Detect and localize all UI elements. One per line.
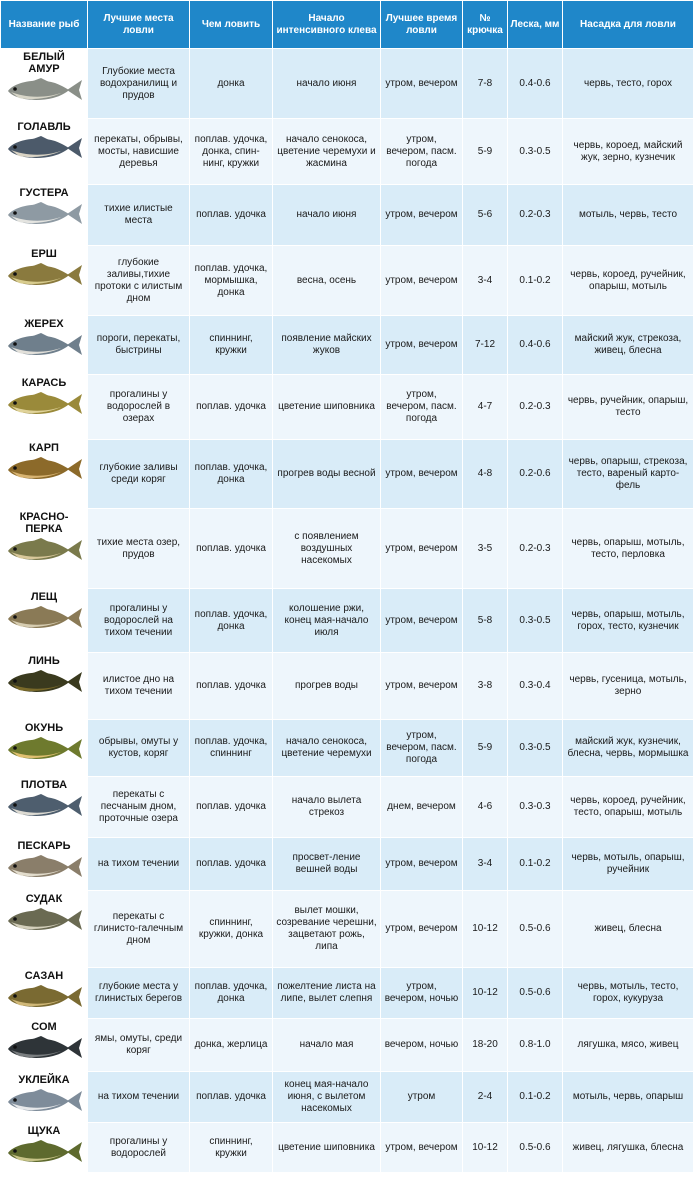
table-row: [1, 653, 693, 720]
cell-hook: 2-4: [463, 1072, 508, 1123]
cell-tackle: донка: [190, 49, 273, 119]
fish-name: УКЛЕЙКА: [18, 1074, 70, 1086]
fish-image: [5, 135, 83, 161]
cell-tackle: поплав. удочка, донка: [190, 440, 273, 509]
cell-bite-start: просвет-ление вешней воды: [273, 838, 381, 891]
cell-bite-start: цветение шиповника: [273, 375, 381, 440]
header-bite-start: Начало интенсивного клева: [273, 1, 381, 49]
fish-cell: [1, 1123, 88, 1173]
fish-name: БЕЛЫЙ АМУР: [23, 51, 65, 75]
fish-cell: [1, 838, 88, 891]
cell-places: обрывы, омуты у кустов, коряг: [88, 720, 190, 777]
cell-hook: 4-6: [463, 777, 508, 838]
cell-bait: червь, гусеница, мотыль, зерно: [563, 653, 693, 720]
cell-bait: червь, короед, ручейник, тесто, опарыш, мотыль: [563, 777, 693, 838]
table-row: [1, 968, 693, 1019]
cell-line: 0.4-0.6: [508, 316, 563, 375]
cell-hook: 5-8: [463, 589, 508, 653]
table-row: [1, 1123, 693, 1173]
cell-hook: 7-8: [463, 49, 508, 119]
cell-bait: червь, мотыль, тесто, горох, кукуруза: [563, 968, 693, 1019]
cell-hook: 10-12: [463, 891, 508, 968]
cell-bait: майский жук, кузнечик, блесна, червь, мормышка: [563, 720, 693, 777]
cell-best-time: днем, вечером: [381, 777, 463, 838]
fish-cell: [1, 720, 88, 777]
cell-best-time: утром, вечером: [381, 509, 463, 589]
fish-image: [5, 854, 83, 880]
fish-image: [5, 262, 83, 288]
cell-bait: червь, мотыль, опарыш, ручейник: [563, 838, 693, 891]
cell-tackle: поплав. удочка, донка: [190, 968, 273, 1019]
fish-name: СОМ: [31, 1021, 57, 1033]
cell-bait: червь, короед, ручейник, опарыш, мотыль: [563, 246, 693, 316]
table-row: [1, 375, 693, 440]
fish-cell: [1, 440, 88, 509]
fish-cell: [1, 49, 88, 119]
fish-image: [5, 736, 83, 762]
fish-name: ПЕСКАРЬ: [17, 840, 71, 852]
cell-bait: майский жук, стрекоза, живец, блесна: [563, 316, 693, 375]
cell-bite-start: конец мая-начало июня, с вылетом насекомых: [273, 1072, 381, 1123]
fish-image: [5, 907, 83, 933]
cell-bite-start: прогрев воды: [273, 653, 381, 720]
header-places: Лучшие места ловли: [88, 1, 190, 49]
table-body: [1, 49, 693, 1173]
cell-best-time: утром, вечером, ночью: [381, 968, 463, 1019]
fish-name: ЛИНЬ: [28, 655, 60, 667]
fish-cell: [1, 968, 88, 1019]
fish-cell: [1, 509, 88, 589]
fish-cell: [1, 119, 88, 185]
cell-bite-start: с появлением воздушных насекомых: [273, 509, 381, 589]
cell-places: прогалины у водорослей в озерах: [88, 375, 190, 440]
cell-best-time: утром, вечером: [381, 1123, 463, 1173]
table-row: [1, 185, 693, 246]
table-row: [1, 589, 693, 653]
table-header-row: [1, 1, 693, 49]
cell-hook: 5-9: [463, 119, 508, 185]
table-row: [1, 891, 693, 968]
fish-cell: [1, 653, 88, 720]
cell-hook: 5-6: [463, 185, 508, 246]
cell-places: на тихом течении: [88, 1072, 190, 1123]
cell-best-time: утром, вечером: [381, 440, 463, 509]
cell-bait: червь, опарыш, мотыль, горох, тесто, кузнечик: [563, 589, 693, 653]
cell-best-time: утром, вечером: [381, 185, 463, 246]
fish-name: КАРП: [29, 442, 59, 454]
cell-hook: 7-12: [463, 316, 508, 375]
cell-tackle: поплав. удочка, донка, спин-нинг, кружки: [190, 119, 273, 185]
fish-cell: [1, 891, 88, 968]
fish-name: КРАСНО- ПЕРКА: [19, 511, 69, 535]
cell-places: тихие места озер, прудов: [88, 509, 190, 589]
fish-name: ЖЕРЕХ: [24, 318, 64, 330]
cell-line: 0.8-1.0: [508, 1019, 563, 1072]
cell-best-time: утром, вечером, пасм. погода: [381, 375, 463, 440]
cell-hook: 10-12: [463, 968, 508, 1019]
cell-hook: 3-5: [463, 509, 508, 589]
fish-name: САЗАН: [24, 970, 64, 982]
cell-line: 0.2-0.3: [508, 375, 563, 440]
fish-image: [5, 201, 83, 227]
fish-cell: [1, 316, 88, 375]
cell-bait: мотыль, червь, тесто: [563, 185, 693, 246]
cell-places: прогалины у водорослей: [88, 1123, 190, 1173]
cell-tackle: спиннинг, кружки: [190, 1123, 273, 1173]
cell-bite-start: цветение шиповника: [273, 1123, 381, 1173]
cell-places: глубокие места у глинистых берегов: [88, 968, 190, 1019]
cell-line: 0.2-0.3: [508, 509, 563, 589]
cell-hook: 3-4: [463, 838, 508, 891]
cell-hook: 18-20: [463, 1019, 508, 1072]
cell-bait: живец, лягушка, блесна: [563, 1123, 693, 1173]
table-row: [1, 720, 693, 777]
cell-bait: червь, тесто, горох: [563, 49, 693, 119]
fish-image: [5, 537, 83, 563]
header-bait: Насадка для ловли: [563, 1, 693, 49]
cell-line: 0.3-0.5: [508, 589, 563, 653]
table-row: [1, 838, 693, 891]
cell-best-time: утром, вечером: [381, 316, 463, 375]
header-best-time: Лучшее время ловли: [381, 1, 463, 49]
cell-hook: 3-8: [463, 653, 508, 720]
fish-image: [5, 984, 83, 1010]
cell-places: перекаты с песчаным дном, проточные озера: [88, 777, 190, 838]
cell-places: илистое дно на тихом течении: [88, 653, 190, 720]
cell-best-time: утром, вечером: [381, 891, 463, 968]
fish-cell: [1, 246, 88, 316]
cell-bait: червь, опарыш, стрекоза, тесто, вареный карто-фель: [563, 440, 693, 509]
fish-name: ЕРШ: [31, 248, 57, 260]
header-tackle: Чем ловить: [190, 1, 273, 49]
cell-hook: 4-8: [463, 440, 508, 509]
fish-cell: [1, 589, 88, 653]
cell-places: глубокие заливы,тихие протоки с илистым дном: [88, 246, 190, 316]
cell-bait: червь, короед, майский жук, зерно, кузнечик: [563, 119, 693, 185]
cell-bait: лягушка, мясо, живец: [563, 1019, 693, 1072]
cell-tackle: донка, жерлица: [190, 1019, 273, 1072]
cell-bite-start: прогрев воды весной: [273, 440, 381, 509]
table-row: [1, 1019, 693, 1072]
fish-image: [5, 456, 83, 482]
table-row: [1, 119, 693, 185]
cell-line: 0.4-0.6: [508, 49, 563, 119]
fish-image: [5, 1088, 83, 1114]
fish-name: ЛЕЩ: [30, 591, 58, 603]
fish-cell: [1, 1072, 88, 1123]
cell-best-time: утром, вечером: [381, 838, 463, 891]
fish-cell: [1, 1019, 88, 1072]
cell-places: Глубокие места водохранилищ и прудов: [88, 49, 190, 119]
fish-image: [5, 605, 83, 631]
cell-bite-start: начало мая: [273, 1019, 381, 1072]
table-row: [1, 1072, 693, 1123]
fish-image: [5, 391, 83, 417]
cell-tackle: поплав. удочка, донка: [190, 589, 273, 653]
cell-bait: червь, опарыш, мотыль, тесто, перловка: [563, 509, 693, 589]
cell-bite-start: весна, осень: [273, 246, 381, 316]
fish-name: СУДАК: [25, 893, 63, 905]
cell-bait: живец, блесна: [563, 891, 693, 968]
cell-line: 0.1-0.2: [508, 246, 563, 316]
cell-best-time: утром, вечером, пасм. погода: [381, 119, 463, 185]
fish-name: ОКУНЬ: [24, 722, 64, 734]
cell-best-time: утром: [381, 1072, 463, 1123]
cell-hook: 4-7: [463, 375, 508, 440]
fish-name: КАРАСЬ: [21, 377, 67, 389]
table-row: [1, 49, 693, 119]
header-hook: № крючка: [463, 1, 508, 49]
cell-hook: 3-4: [463, 246, 508, 316]
cell-places: на тихом течении: [88, 838, 190, 891]
cell-line: 0.5-0.6: [508, 891, 563, 968]
table-row: [1, 777, 693, 838]
cell-bite-start: пожелтение листа на липе, вылет слепня: [273, 968, 381, 1019]
cell-hook: 10-12: [463, 1123, 508, 1173]
table-row: [1, 440, 693, 509]
fish-cell: [1, 777, 88, 838]
fish-image: [5, 1035, 83, 1061]
cell-bite-start: начало июня: [273, 185, 381, 246]
cell-line: 0.1-0.2: [508, 838, 563, 891]
fish-image: [5, 332, 83, 358]
cell-places: пороги, перекаты, быстрины: [88, 316, 190, 375]
fish-name: ГУСТЕРА: [19, 187, 69, 199]
cell-line: 0.3-0.5: [508, 720, 563, 777]
fish-image: [5, 77, 83, 103]
cell-tackle: поплав. удочка, мормышка, донка: [190, 246, 273, 316]
cell-places: прогалины у водорослей на тихом течении: [88, 589, 190, 653]
cell-bait: червь, ручейник, опарыш, тесто: [563, 375, 693, 440]
cell-tackle: поплав. удочка: [190, 653, 273, 720]
fish-name: ЩУКА: [27, 1125, 61, 1137]
cell-bite-start: вылет мошки, созревание черешни, зацветают рожь, липа: [273, 891, 381, 968]
cell-best-time: утром, вечером: [381, 246, 463, 316]
cell-places: ямы, омуты, среди коряг: [88, 1019, 190, 1072]
cell-line: 0.2-0.6: [508, 440, 563, 509]
fish-cell: [1, 375, 88, 440]
cell-places: перекаты с глинисто-галечным дном: [88, 891, 190, 968]
cell-places: глубокие заливы среди коряг: [88, 440, 190, 509]
cell-hook: 5-9: [463, 720, 508, 777]
fish-image: [5, 669, 83, 695]
cell-bite-start: начало вылета стрекоз: [273, 777, 381, 838]
fish-name: ПЛОТВА: [20, 779, 68, 791]
cell-best-time: утром, вечером, пасм. погода: [381, 720, 463, 777]
cell-tackle: спиннинг, кружки: [190, 316, 273, 375]
cell-places: тихие илистые места: [88, 185, 190, 246]
cell-bite-start: начало сенокоса, цветение черемухи: [273, 720, 381, 777]
cell-bait: мотыль, червь, опарыш: [563, 1072, 693, 1123]
cell-tackle: поплав. удочка: [190, 1072, 273, 1123]
cell-best-time: утром, вечером: [381, 653, 463, 720]
cell-best-time: утром, вечером: [381, 589, 463, 653]
cell-line: 0.2-0.3: [508, 185, 563, 246]
cell-tackle: поплав. удочка: [190, 838, 273, 891]
cell-bite-start: начало сенокоса, цветение черемухи и жасмина: [273, 119, 381, 185]
cell-tackle: поплав. удочка: [190, 509, 273, 589]
cell-bite-start: колошение ржи, конец мая-начало июля: [273, 589, 381, 653]
cell-tackle: поплав. удочка: [190, 777, 273, 838]
cell-tackle: поплав. удочка: [190, 185, 273, 246]
cell-best-time: вечером, ночью: [381, 1019, 463, 1072]
cell-line: 0.5-0.6: [508, 1123, 563, 1173]
cell-line: 0.1-0.2: [508, 1072, 563, 1123]
header-line: Леска, мм: [508, 1, 563, 49]
cell-places: перекаты, обрывы, мосты, нависшие деревья: [88, 119, 190, 185]
cell-line: 0.3-0.5: [508, 119, 563, 185]
cell-bite-start: начало июня: [273, 49, 381, 119]
table-row: [1, 316, 693, 375]
cell-tackle: спиннинг, кружки, донка: [190, 891, 273, 968]
cell-line: 0.5-0.6: [508, 968, 563, 1019]
table-row: [1, 246, 693, 316]
cell-tackle: поплав. удочка, спиннинг: [190, 720, 273, 777]
fish-image: [5, 793, 83, 819]
cell-tackle: поплав. удочка: [190, 375, 273, 440]
cell-line: 0.3-0.3: [508, 777, 563, 838]
cell-best-time: утром, вечером: [381, 49, 463, 119]
header-name: Название рыб: [1, 1, 88, 49]
table-row: [1, 509, 693, 589]
cell-bite-start: появление майских жуков: [273, 316, 381, 375]
fish-image: [5, 1139, 83, 1165]
fish-cell: [1, 185, 88, 246]
fish-name: ГОЛАВЛЬ: [17, 121, 71, 133]
cell-line: 0.3-0.4: [508, 653, 563, 720]
